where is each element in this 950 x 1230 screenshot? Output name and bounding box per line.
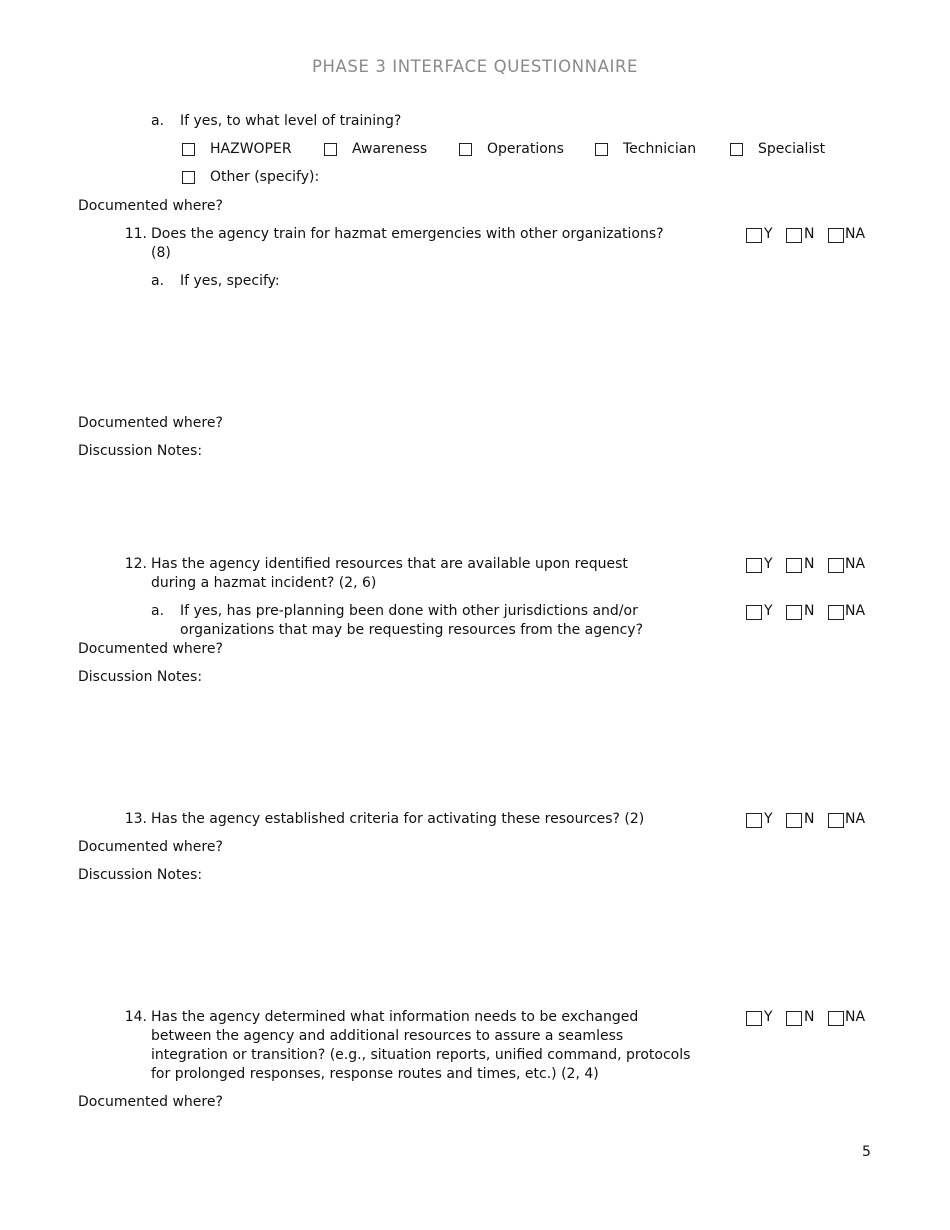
na-label: NA xyxy=(845,226,866,242)
yes-checkbox[interactable] xyxy=(746,558,762,573)
no-label: N xyxy=(804,811,815,827)
page-number: 5 xyxy=(862,1144,871,1160)
question-number: 13. xyxy=(124,811,147,827)
option-label: Awareness xyxy=(352,141,428,157)
na-checkbox[interactable] xyxy=(828,813,844,828)
documented-where-label: Documented where? xyxy=(78,641,223,657)
question-11-text xyxy=(151,225,664,263)
question-line: integration or transition? (e.g., situation reports, unified command, protocols xyxy=(151,1047,691,1063)
documented-where-label: Documented where? xyxy=(78,1094,223,1110)
question-line: for prolonged responses, response routes and times, etc.) (2, 4) xyxy=(151,1066,599,1082)
training-question: If yes, to what level of training? xyxy=(180,113,402,129)
checkbox[interactable] xyxy=(182,143,195,156)
option-label: Technician xyxy=(623,141,697,157)
question-line: during a hazmat incident? (2, 6) xyxy=(151,575,377,591)
no-label: N xyxy=(804,1009,815,1025)
yes-label: Y xyxy=(764,226,773,242)
question-line: Has the agency determined what information needs to be exchanged xyxy=(151,1009,639,1025)
checkbox[interactable] xyxy=(182,171,195,184)
na-checkbox[interactable] xyxy=(828,605,844,620)
option-label: Operations xyxy=(487,141,564,157)
question-12-text xyxy=(151,555,628,593)
no-checkbox[interactable] xyxy=(786,558,802,573)
option-label: Specialist xyxy=(758,141,826,157)
question-14-text xyxy=(151,1008,690,1084)
q11-sub-text: If yes, specify: xyxy=(180,273,280,289)
yes-checkbox[interactable] xyxy=(746,228,762,243)
yes-checkbox[interactable] xyxy=(746,605,762,620)
yes-label: Y xyxy=(764,811,773,827)
question-line: Has the agency identified resources that are available upon request xyxy=(151,556,628,572)
no-label: N xyxy=(804,556,815,572)
no-label: N xyxy=(804,603,815,619)
checkbox[interactable] xyxy=(595,143,608,156)
na-checkbox[interactable] xyxy=(828,558,844,573)
documented-where-label: Documented where? xyxy=(78,839,223,855)
documented-where-label: Documented where? xyxy=(78,415,223,431)
checkbox[interactable] xyxy=(459,143,472,156)
discussion-notes-label: Discussion Notes: xyxy=(78,669,203,685)
question-number: 14. xyxy=(124,1009,147,1025)
no-label: N xyxy=(804,226,815,242)
yes-checkbox[interactable] xyxy=(746,813,762,828)
checkbox[interactable] xyxy=(730,143,743,156)
question-line: (8) xyxy=(151,245,171,261)
option-label: Other (specify): xyxy=(210,169,320,185)
question-line: Has the agency established criteria for activating these resources? (2) xyxy=(151,811,645,827)
yes-label: Y xyxy=(764,556,773,572)
no-checkbox[interactable] xyxy=(786,813,802,828)
sub-marker: a. xyxy=(151,273,165,289)
yes-label: Y xyxy=(764,603,773,619)
q12-sub-text xyxy=(180,602,643,640)
documented-where-label: Documented where? xyxy=(78,198,223,214)
question-number: 12. xyxy=(124,556,147,572)
question-line: organizations that may be requesting resources from the agency? xyxy=(180,622,644,638)
question-line: Does the agency train for hazmat emergencies with other organizations? xyxy=(151,226,664,242)
no-checkbox[interactable] xyxy=(786,605,802,620)
discussion-notes-label: Discussion Notes: xyxy=(78,867,203,883)
question-line: between the agency and additional resources to assure a seamless xyxy=(151,1028,624,1044)
na-label: NA xyxy=(845,556,866,572)
na-checkbox[interactable] xyxy=(828,1011,844,1026)
no-checkbox[interactable] xyxy=(786,1011,802,1026)
na-label: NA xyxy=(845,603,866,619)
discussion-notes-label: Discussion Notes: xyxy=(78,443,203,459)
question-13-text xyxy=(151,810,644,829)
no-checkbox[interactable] xyxy=(786,228,802,243)
yes-checkbox[interactable] xyxy=(746,1011,762,1026)
training-marker: a. xyxy=(151,113,165,129)
option-label: HAZWOPER xyxy=(210,141,292,157)
page-header-title: PHASE 3 INTERFACE QUESTIONNAIRE xyxy=(311,57,639,76)
sub-marker: a. xyxy=(151,603,165,619)
question-line: If yes, has pre-planning been done with other jurisdictions and/or xyxy=(180,603,638,619)
yes-label: Y xyxy=(764,1009,773,1025)
na-label: NA xyxy=(845,811,866,827)
question-number: 11. xyxy=(124,226,147,242)
na-label: NA xyxy=(845,1009,866,1025)
na-checkbox[interactable] xyxy=(828,228,844,243)
checkbox[interactable] xyxy=(324,143,337,156)
